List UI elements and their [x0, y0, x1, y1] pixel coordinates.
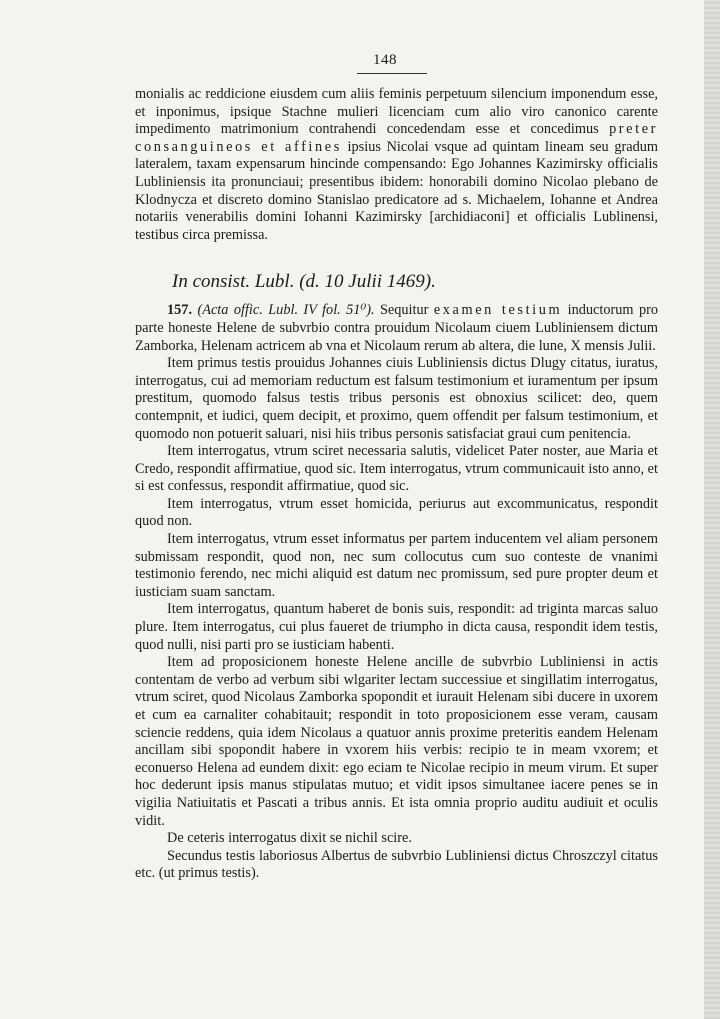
entry-text: inductorum pro parte honeste Helene de subvrbio contra prouidum Nicolaum ciuem Lubliniensem dictum Zamborka, Helenam actricem ab vna et Nicolaum rerum ab altera, die lune, X mensis Julii. [135, 302, 659, 354]
page-number-rule [357, 73, 427, 74]
paragraph: Item interrogatus, vtrum esset homicida, periurus aut excommunicatus, respondit quod non. [135, 495, 658, 530]
spaced-text: preter consanguineos et affines [135, 121, 658, 155]
paragraph: Item interrogatus, quantum haberet de bonis suis, respondit: ad triginta marcas saluo plure. Item interrogatus, cui plus faueret de triumpho in dicta causa, respondit idem testis, quod nulli, nisi parti pro se iusticiam habenti. [135, 601, 658, 653]
entry-paragraph [135, 302, 658, 355]
scan-edge [704, 0, 720, 1019]
entry-number: 157. [167, 302, 193, 319]
paragraph: Item interrogatus, vtrum sciret necessaria salutis, videlicet Pater noster, aue Maria et Credo, respondit affirmatiue, quod sic. Item interrogatus, vtrum communicauit isto anno, et si est confessus, respondit affirmatiue, quod sic. [135, 443, 658, 495]
section-heading: In consist. Lubl. (d. 10 Julii 1469). [172, 271, 436, 293]
spaced-text: examen testium [433, 302, 563, 319]
paragraph: Item interrogatus, vtrum esset informatus per partem inducentem vel aliam personem submissam respondit, quod non, nec sum collocutus cum suo conteste de vnanimi testimonio ferendo, nec michi aliquid est datum nec promissum, sed pure propter deum et iusticiam suam sanctam. [135, 531, 658, 600]
paragraph: Item primus testis prouidus Johannes ciuis Lubliniensis dictus Dlugy citatus, iuratus, interrogatus, cui ad memoriam reductum est falsum testimonium et iuramentum per ipsum prestitum, quomodo falsus testis tribus personis est obnoxius scilicet: deo, quem contempnit, et iudici, quem decipit, et proximo, quem offendit per falsum testimonium, et quomodo non potuerit saluari, nisi hiis tribus personis satisfaciat graui cum penitencia. [135, 355, 658, 442]
document-body [135, 86, 658, 883]
entry-text: Sequitur [379, 302, 429, 319]
paragraph: De ceteris interrogatus dixit se nichil scire. [167, 830, 412, 847]
page-number: 148 [373, 52, 397, 68]
paragraph-continued [135, 86, 658, 244]
paragraph: Item ad proposicionem honeste Helene ancille de subvrbio Lubliniensi in actis contentam de verbo ad verbum sibi wlgariter lectam successiue et singillatim interrogatus, vtrum sciret, quod Nicolaus Zamborka spopondit et iurauit Helenam sibi ducere in uxorem et cum ea carnaliter cohabitauit; respondit in toto proposicionem esse veram, causam sciencie reddens, quia idem Nicolaus a quatuor annis proxime preteritis eandem Helenam ancillam sibi spopondit habere in vxorem hiis verbis: recipio te in meam vxorem; et econuerso Helena ad eundem dixit: ego eciam te Nicolae recipio in meum virum. Et super hoc dederunt ipsis manus stipulatas mutuo; et vidit ipsos simultanee iacere penes se in vigilia Natiuitatis et Pascati a tribus annis. Et ista omnia proprio auditu audiuit et oculis vidit. [135, 654, 658, 829]
paragraph-text: monialis ac reddicione eiusdem cum aliis feminis perpetuum silencium imponendum esse, et inponimus, ipsique Stachne mulieri licenciam cum alio viro canonico carente impedimento matrimonium contrahendi concedendam esse et concedimus [135, 86, 658, 138]
paragraph-text: ipsius Nicolai vsque ad quintam lineam seu gradum lateralem, taxam expensarum hincinde compensando: Ego Johannes Kazimirsky officialis Lubliniensis ita pronunciaui; presentibus ibidem: honorabili domino Nicolao plebano de Klodnycza et discreto domino Stanislao predicatore ad s. Michaelem, Iohanne et Andrea notariis venerabilis domini Iohanni Kazimirsky [archidiaconi] et officialis Lublinensi, testibus circa premissa. [135, 138, 659, 243]
paragraph: Secundus testis laboriosus Albertus de subvrbio Lubliniensi dictus Chroszczyl citatus etc. (ut primus testis). [135, 847, 658, 882]
entry-source: (Acta offic. Lubl. IV fol. 51⁰). [197, 302, 375, 319]
